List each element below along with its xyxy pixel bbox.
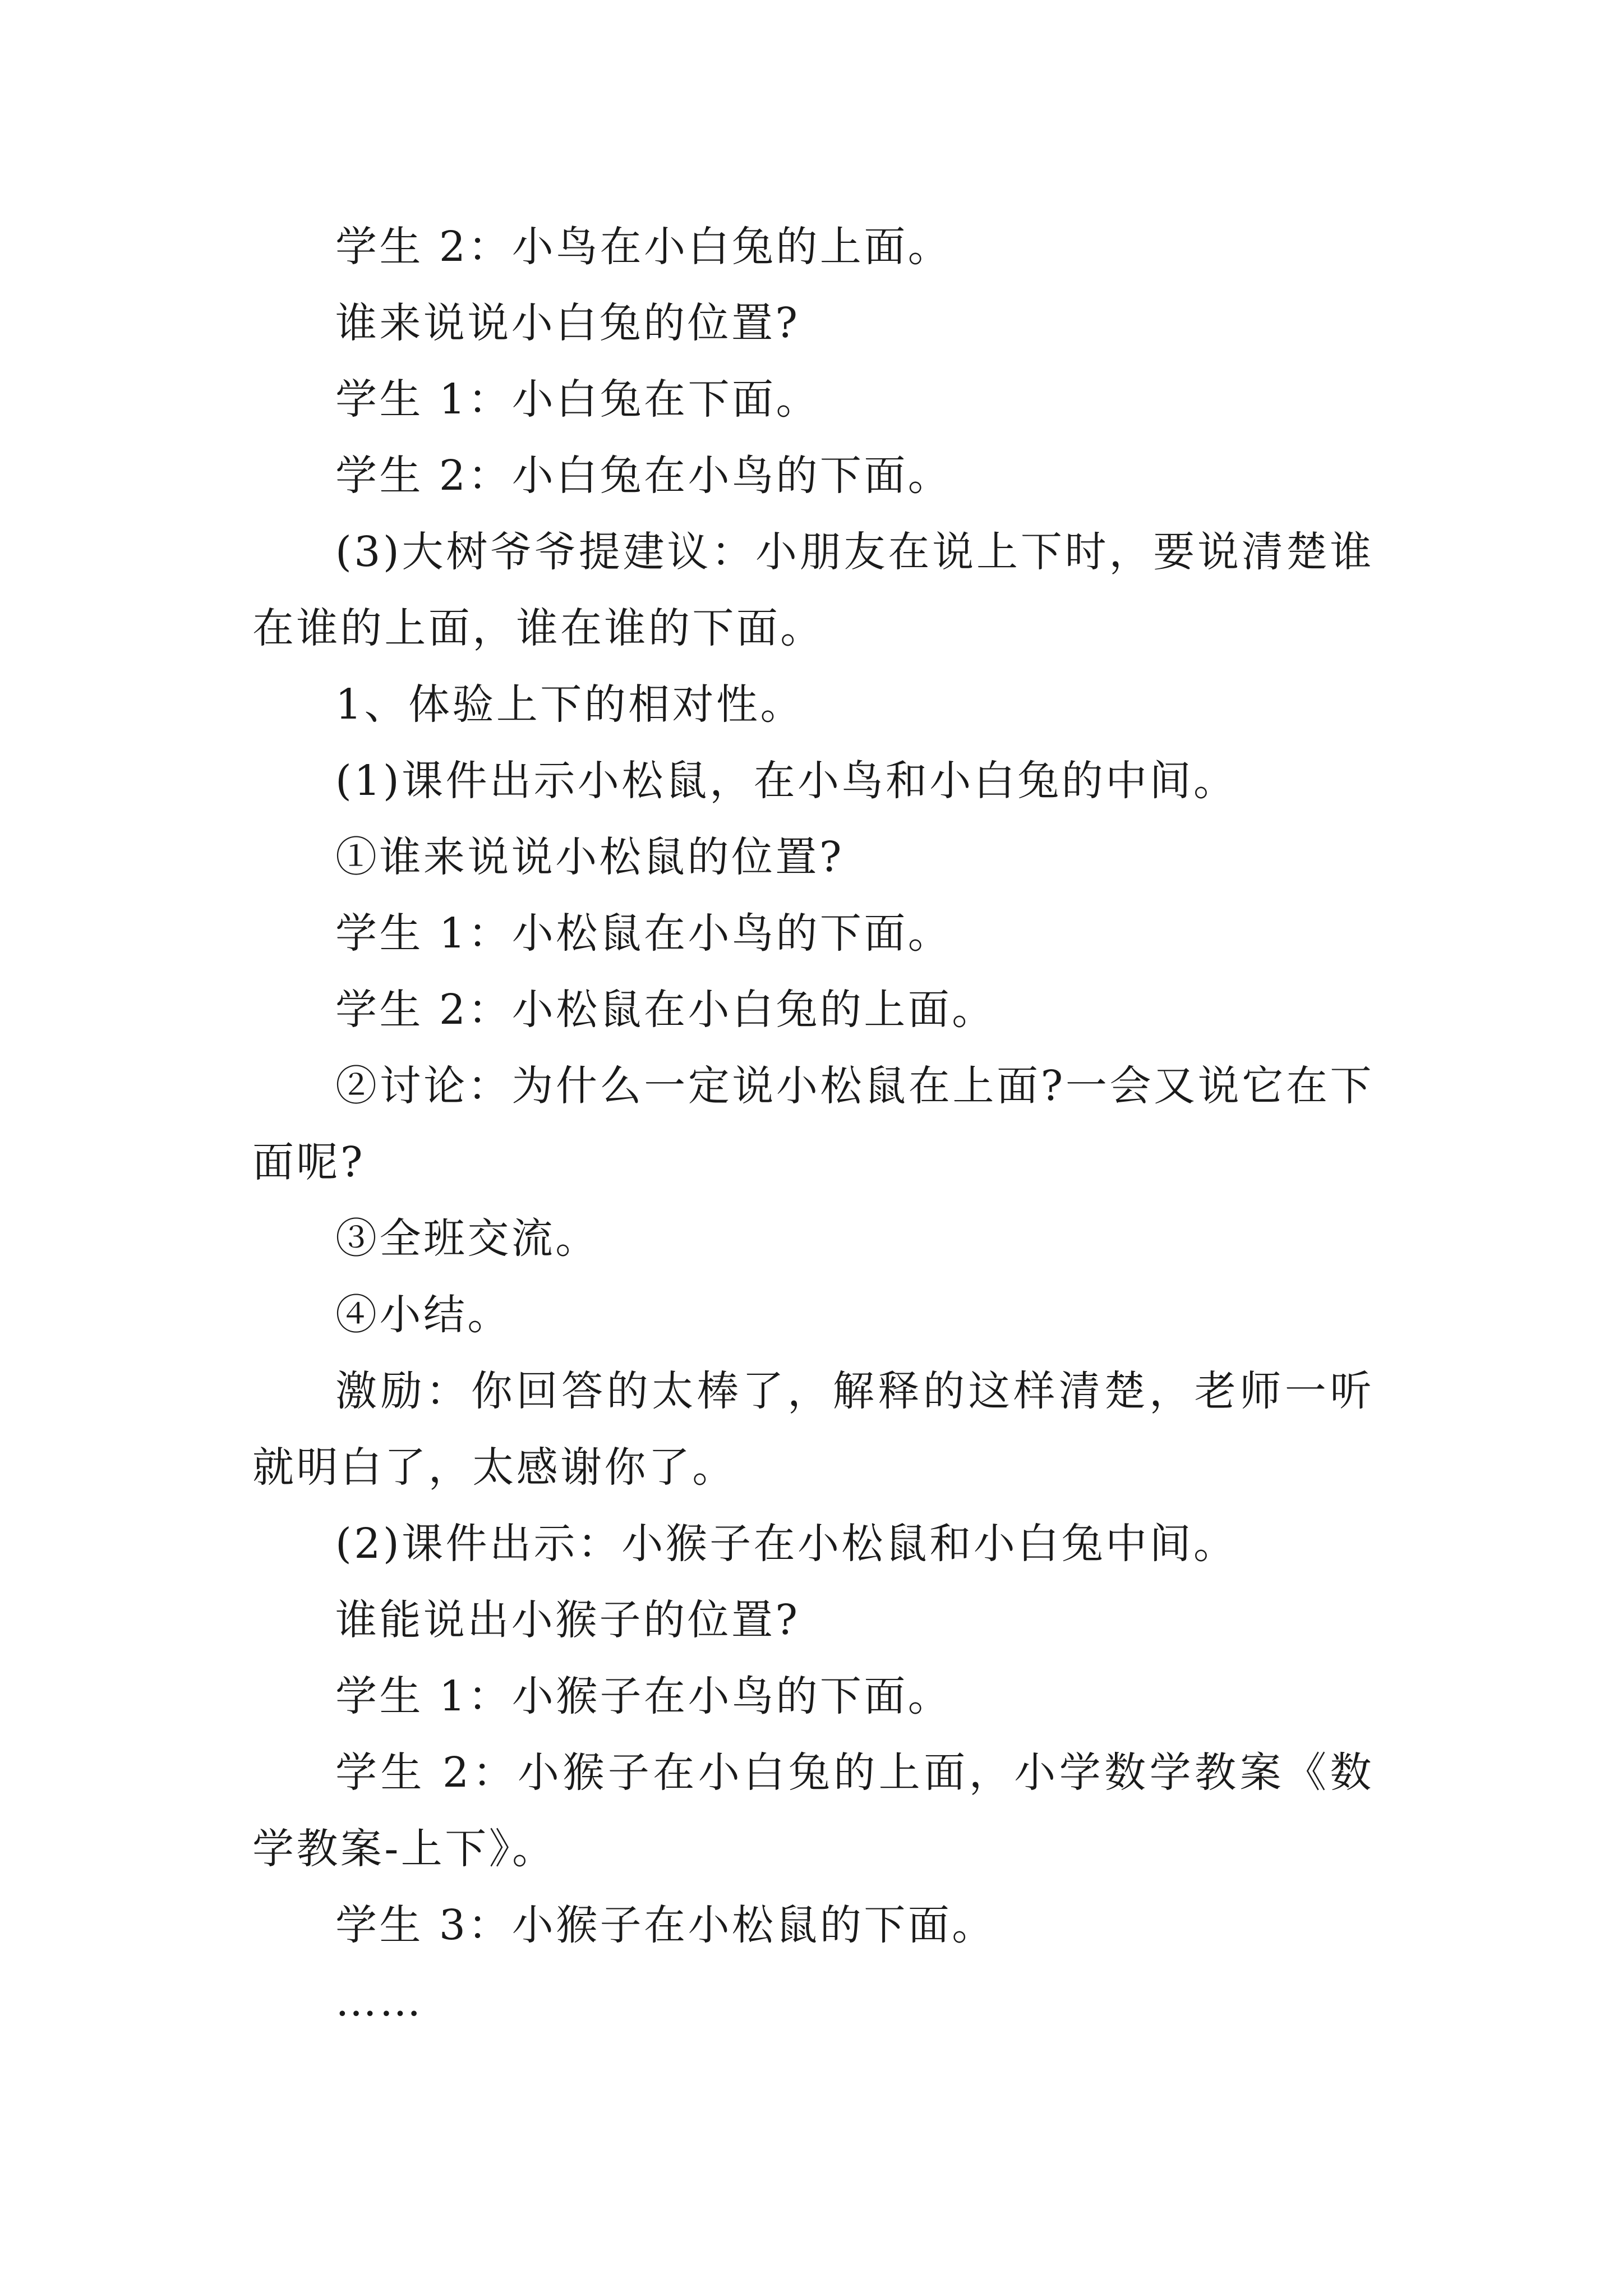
document-body bbox=[252, 209, 1374, 2040]
paragraph: ②讨论：为什么一定说小松鼠在上面?一会又说它在下面呢? bbox=[252, 1062, 1374, 1186]
paragraph: 谁来说说小白兔的位置? bbox=[335, 299, 800, 347]
paragraph: (1)课件出示小松鼠，在小鸟和小白兔的中间。 bbox=[335, 757, 1238, 805]
paragraph: 谁能说出小猴子的位置? bbox=[335, 1596, 800, 1644]
paragraph: 学生 1：小猴子在小鸟的下面。 bbox=[335, 1672, 952, 1720]
paragraph: 激励：你回答的太棒了，解释的这样清楚，老师一听就明白了，太感谢你了。 bbox=[252, 1367, 1374, 1492]
paragraph: (3)大树爷爷提建议：小朋友在说上下时，要说清楚谁在谁的上面，谁在谁的下面。 bbox=[252, 528, 1374, 652]
paragraph: 学生 1：小白兔在下面。 bbox=[335, 375, 820, 424]
paragraph: 学生 2：小松鼠在小白兔的上面。 bbox=[335, 986, 996, 1034]
paragraph: …… bbox=[335, 1977, 423, 2026]
paragraph: 学生 2：小白兔在小鸟的下面。 bbox=[335, 452, 952, 500]
paragraph: (2)课件出示：小猴子在小松鼠和小白兔中间。 bbox=[335, 1520, 1238, 1568]
paragraph: ①谁来说说小松鼠的位置? bbox=[335, 833, 844, 881]
paragraph: 学生 3：小猴子在小松鼠的下面。 bbox=[335, 1901, 996, 1949]
paragraph: 1、体验上下的相对性。 bbox=[335, 680, 804, 729]
paragraph: 学生 2：小猴子在小白兔的上面，小学数学教案《数学教案-上下》。 bbox=[252, 1749, 1374, 1873]
paragraph: 学生 2：小鸟在小白兔的上面。 bbox=[335, 223, 952, 271]
paragraph: 学生 1：小松鼠在小鸟的下面。 bbox=[335, 909, 952, 958]
paragraph: ③全班交流。 bbox=[335, 1214, 600, 1263]
paragraph: ④小结。 bbox=[335, 1291, 511, 1339]
